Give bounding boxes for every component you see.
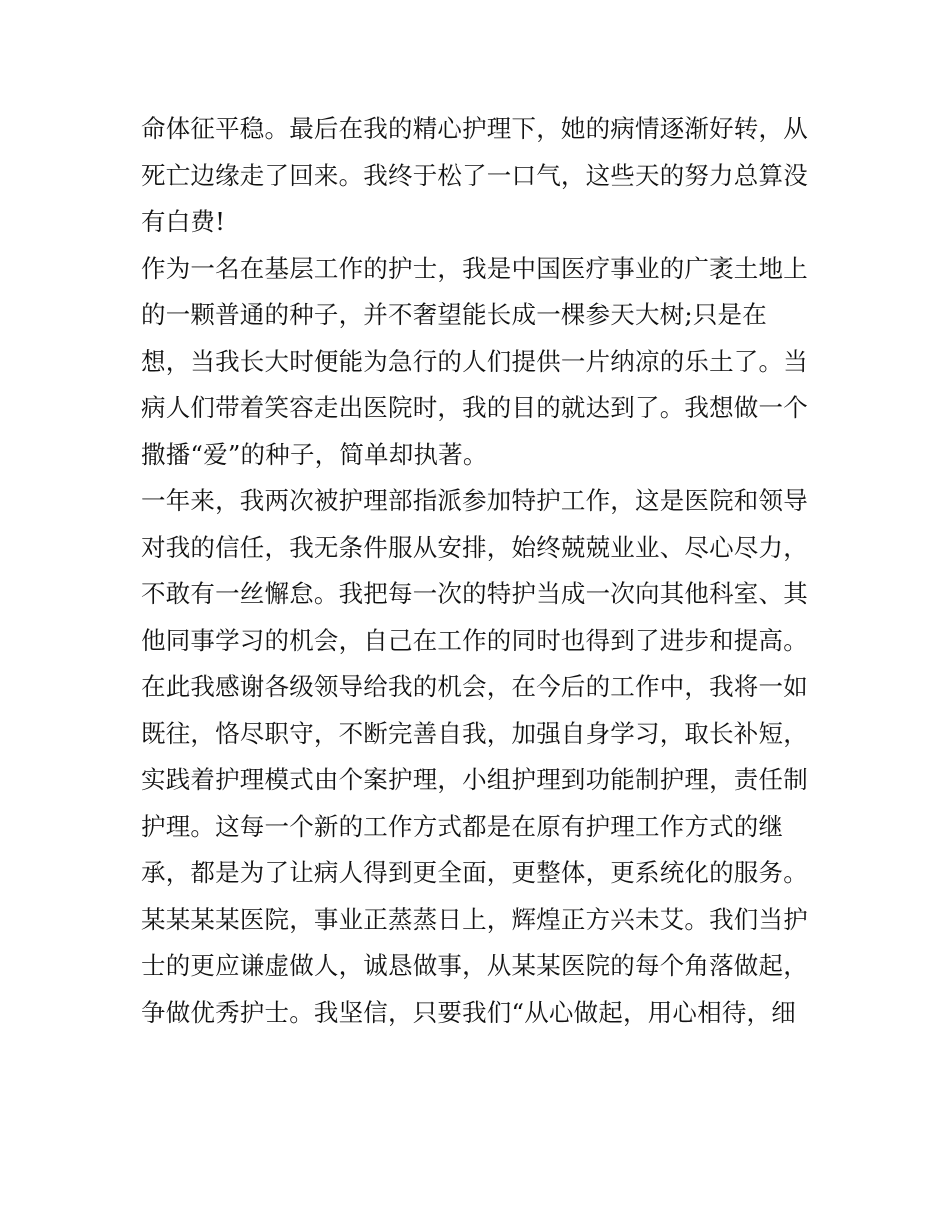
text-line: 实践着护理模式由个案护理，小组护理到功能制护理，责任制 bbox=[141, 765, 808, 794]
text-line: 有白费! bbox=[141, 207, 226, 236]
text-line: 一年来，我两次被护理部指派参加特护工作，这是医院和领导 bbox=[141, 486, 808, 515]
text-line: 在此我感谢各级领导给我的机会，在今后的工作中，我将一如 bbox=[141, 672, 808, 701]
text-line: 死亡边缘走了回来。我终于松了一口气，这些天的努力总算没 bbox=[141, 160, 808, 190]
text-line: 的一颗普通的种子，并不奢望能长成一棵参天大树;只是在 bbox=[141, 300, 767, 329]
text-line: 撒播“爱”的种子，简单却执著。 bbox=[141, 439, 488, 469]
text-line: 争做优秀护士。我坚信，只要我们“从心做起，用心相待，细 bbox=[141, 997, 796, 1027]
text-line: 想，当我长大时便能为急行的人们提供一片纳凉的乐土了。当 bbox=[141, 346, 808, 376]
text-line: 命体征平稳。最后在我的精心护理下，她的病情逐渐好转，从 bbox=[141, 114, 808, 143]
text-line: 士的更应谦虚做人，诚恳做事，从某某医院的每个角落做起， bbox=[141, 951, 808, 980]
text-line: 承，都是为了让病人得到更全面，更整体，更系统化的服务。 bbox=[141, 858, 808, 887]
body-text bbox=[141, 106, 821, 1036]
text-line: 对我的信任，我无条件服从安排，始终兢兢业业、尽心尽力， bbox=[141, 532, 808, 562]
text-line: 护理。这每一个新的工作方式都是在原有护理工作方式的继 bbox=[141, 811, 784, 841]
text-line: 作为一名在基层工作的护士，我是中国医疗事业的广袤土地上 bbox=[141, 253, 808, 283]
text-line: 既往，恪尽职守，不断完善自我，加强自身学习，取长补短， bbox=[141, 718, 808, 748]
text-line: 某某某某医院，事业正蒸蒸日上，辉煌正方兴未艾。我们当护 bbox=[141, 904, 808, 934]
text-line: 不敢有一丝懈怠。我把每一次的特护当成一次向其他科室、其 bbox=[141, 579, 808, 608]
text-line: 他同事学习的机会，自己在工作的同时也得到了进步和提高。 bbox=[141, 625, 808, 655]
text-line: 病人们带着笑容走出医院时，我的目的就达到了。我想做一个 bbox=[141, 393, 808, 422]
